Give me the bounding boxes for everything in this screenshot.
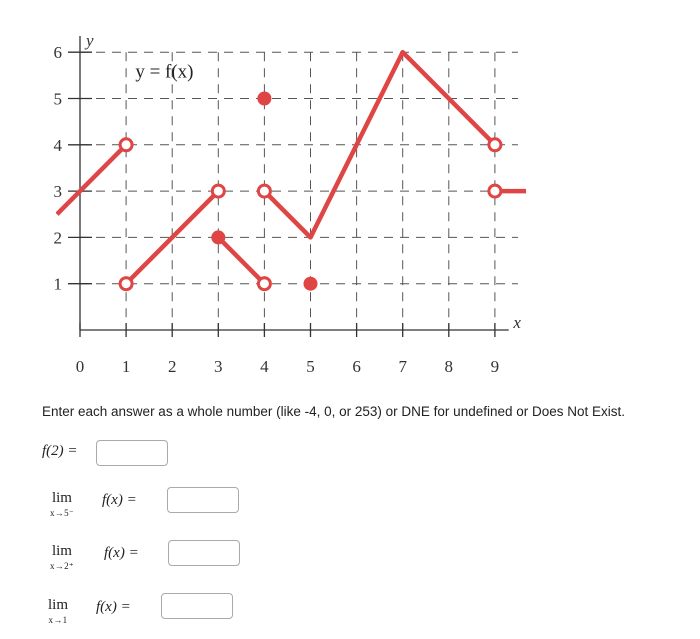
x-tick-label: 4	[260, 357, 269, 376]
y-tick-label: 3	[53, 182, 62, 202]
answer-input-lim-5-minus[interactable]	[167, 487, 239, 513]
answer-input-f2[interactable]	[96, 440, 168, 466]
answer-input-lim-2-plus[interactable]	[168, 540, 240, 566]
y-tick-label: 2	[53, 228, 62, 248]
lim-label: lim	[51, 543, 72, 559]
open-endpoint	[258, 278, 270, 290]
y-tick-label: 6	[53, 43, 62, 63]
x-tick-label: 3	[214, 357, 223, 376]
graph-segment	[264, 52, 495, 237]
x-tick-label: 5	[306, 357, 315, 376]
question-lim-5-minus	[50, 490, 74, 519]
lim-label: lim	[48, 597, 69, 613]
question-lim-2-plus	[50, 543, 74, 572]
x-tick-label: 1	[121, 357, 131, 376]
lim-label: lim	[51, 490, 72, 506]
isolated-point	[257, 92, 271, 106]
y-tick-label: 5	[53, 89, 62, 109]
answer-input-lim-1[interactable]	[161, 593, 233, 619]
open-endpoint	[212, 185, 224, 197]
graph-segment	[218, 237, 264, 283]
y-axis-label: y	[86, 31, 94, 51]
question-lim-1-expr: f(x) =	[96, 599, 131, 615]
question-f2	[42, 442, 78, 460]
lim-subscript: x→5⁻	[50, 508, 74, 518]
open-endpoint	[120, 139, 132, 151]
y-tick-label: 4	[53, 135, 62, 155]
x-tick-label: 7	[398, 357, 407, 376]
open-endpoint	[120, 278, 132, 290]
question-lim-1	[48, 597, 68, 625]
x-tick-label: 6	[352, 357, 361, 376]
open-endpoint	[489, 185, 501, 197]
x-tick-label: 9	[490, 357, 500, 376]
x-tick-label: 8	[444, 357, 454, 376]
y-tick-label: 1	[53, 274, 62, 294]
isolated-point	[304, 277, 318, 291]
function-label: y = f(x)	[135, 61, 194, 83]
closed-endpoint	[211, 230, 225, 244]
question-f2-label: f(2) =	[42, 443, 78, 459]
lim-subscript: x→2⁺	[50, 561, 74, 571]
x-tick-label: 0	[75, 357, 85, 376]
lim-subscript: x→1	[48, 615, 68, 625]
x-tick-label: 2	[167, 357, 177, 376]
open-endpoint	[489, 139, 501, 151]
question-lim-2-plus-expr: f(x) =	[104, 545, 139, 561]
instructions-text: Enter each answer as a whole number (like -4, 0, or 253) or DNE for undefined or Does Not Exist.	[42, 404, 626, 419]
x-axis-label: x	[513, 313, 521, 332]
open-endpoint	[258, 185, 270, 197]
graph-segment	[57, 145, 126, 214]
question-lim-5-minus-expr: f(x) =	[102, 492, 137, 508]
